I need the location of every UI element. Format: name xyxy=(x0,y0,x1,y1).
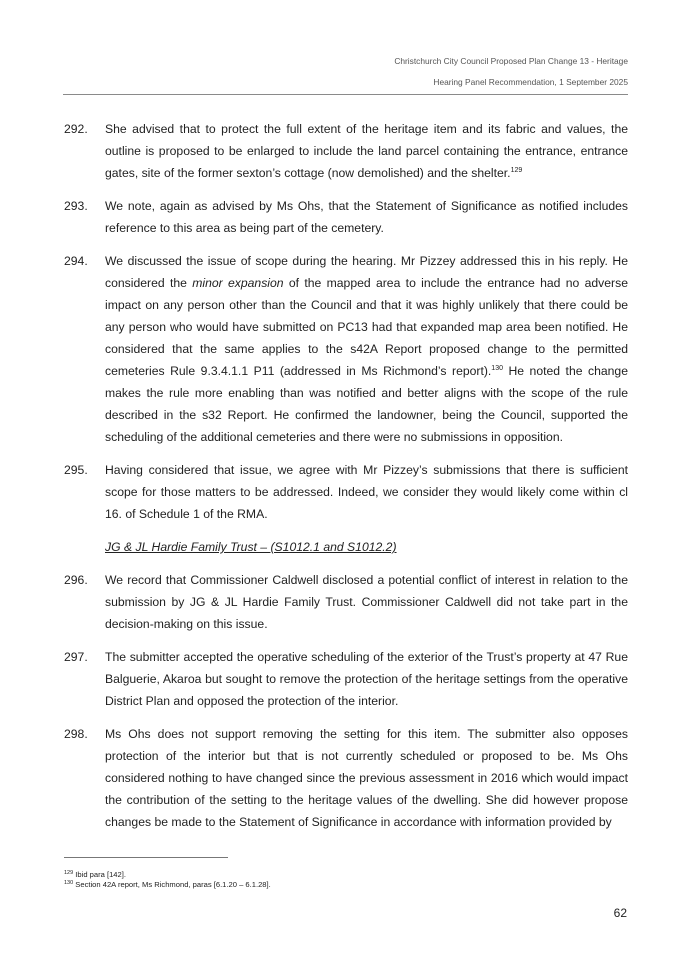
paragraph-text: The submitter accepted the operative scheduling of the exterior of the Trust’s property at 47 Rue Balguerie, Akaroa but sought to remove the protection of the heritage settings from the operative District Plan and opposed the protection of the interior. xyxy=(105,650,628,708)
paragraph-text: We record that Commissioner Caldwell disclosed a potential conflict of interest in relation to the submission by JG & JL Hardie Family Trust. Commissioner Caldwell did not take part in the decision-making on this issue. xyxy=(105,573,628,631)
paragraph-text: Having considered that issue, we agree with Mr Pizzey’s submissions that there is sufficient scope for those matters to be addressed. Indeed, we consider they would likely come within cl 16. of Schedule 1 of the RMA. xyxy=(105,463,628,521)
paragraph-number: 295. xyxy=(64,463,88,477)
paragraph-text: of the mapped area to include the entrance had no adverse impact on any person other than the Council and that it was highly unlikely that there could be any person who would have submitted on PC13 had that expanded map area been notified. He considered that the same applies to the s42A Report proposed change to the permitted cemeteries Rule 9.3.4.1.1 P11 (addressed in Ms Richmond’s report). xyxy=(105,276,628,378)
paragraph-298 xyxy=(64,723,628,833)
page-number: 62 xyxy=(613,906,627,920)
footnote-129 xyxy=(64,870,126,880)
footnote-number: 129 xyxy=(64,870,74,876)
running-header-title: Christchurch City Council Proposed Plan Change 13 - Heritage xyxy=(394,56,628,66)
paragraph-297 xyxy=(64,646,628,712)
paragraph-292 xyxy=(64,118,628,184)
paragraph-number: 292. xyxy=(64,122,88,136)
footnote-separator xyxy=(64,857,228,858)
footnote-130 xyxy=(64,880,271,890)
paragraph-295 xyxy=(64,459,628,525)
paragraph-number: 293. xyxy=(64,199,88,213)
paragraph-text: He noted the change makes the rule more enabling than was notified and better aligns with the scope of the rule described in the s32 Report. He confirmed the landowner, being the Council, supported the scheduling of the additional cemeteries and there were no submissions in opposition. xyxy=(105,364,628,444)
footnote-ref[interactable]: 130 xyxy=(491,365,503,372)
paragraph-293 xyxy=(64,195,628,239)
paragraph-number: 298. xyxy=(64,727,88,741)
footnote-text: Ibid para [142]. xyxy=(73,870,126,879)
footnote-ref[interactable]: 129 xyxy=(510,167,523,174)
paragraph-text: We note, again as advised by Ms Ohs, that the Statement of Significance as notified includes reference to this area as being part of the cemetery. xyxy=(105,199,628,235)
paragraph-text: Ms Ohs does not support removing the setting for this item. The submitter also opposes protection of the interior but that is not currently scheduled or proposed to be. Ms Ohs considered nothing to have changed since the previous assessment in 2016 which would impact the contribution of the setting to the heritage values of the dwelling. She did however propose changes be made to the Statement of Significance in accordance with information provided by xyxy=(105,727,628,829)
section-subheading: JG & JL Hardie Family Trust – (S1012.1 and S1012.2) xyxy=(105,540,397,554)
paragraph-number: 296. xyxy=(64,573,88,587)
footnote-number: 130 xyxy=(64,880,74,886)
paragraph-296 xyxy=(64,569,628,635)
paragraph-number: 294. xyxy=(64,254,88,268)
header-divider xyxy=(63,94,628,95)
running-header-subtitle: Hearing Panel Recommendation, 1 September 2025 xyxy=(433,77,628,87)
paragraph-text: We discussed the issue of scope during the hearing. Mr Pizzey addressed this in his reply. He considered the xyxy=(105,254,628,290)
footnote-text: Section 42A report, Ms Richmond, paras [6.1.20 – 6.1.28]. xyxy=(73,880,271,889)
paragraph-text: She advised that to protect the full extent of the heritage item and its fabric and values, the outline is proposed to be enlarged to include the land parcel containing the entrance, entrance gates, site of the former sexton’s cottage (now demolished) and the shelter. xyxy=(105,122,628,180)
paragraph-number: 297. xyxy=(64,650,88,664)
paragraph-294 xyxy=(64,250,628,448)
paragraph-italic-text: minor expansion xyxy=(192,276,284,290)
